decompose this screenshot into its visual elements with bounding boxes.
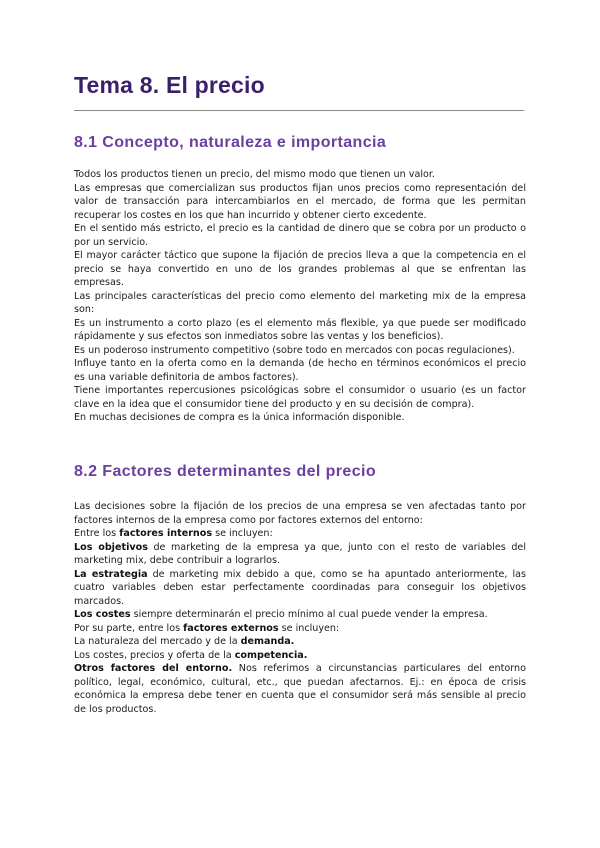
list-item xyxy=(74,649,526,663)
text: Entre los xyxy=(74,528,120,539)
bold-term: factores internos xyxy=(119,528,213,539)
text: de marketing de la empresa ya que, junto con el resto de variables del marketing mix, debe contribuir a lograrlos. xyxy=(74,541,526,566)
bold-term: demanda. xyxy=(240,636,295,647)
paragraph xyxy=(74,527,526,541)
bold-term: Los costes xyxy=(74,609,131,620)
paragraph xyxy=(74,622,526,636)
list-item: Es un instrumento a corto plazo (es el elemento más flexible, ya que puede ser modificado rápidamente y sus efectos son inmediatos sobre las ventas y los beneficios). xyxy=(74,317,526,342)
bold-term: competencia. xyxy=(234,649,308,661)
list-item: Influye tanto en la oferta como en la demanda (de hecho en términos económicos el precio es una variable definitoria de ambos factores). xyxy=(74,358,526,383)
bold-term: Otros factores del entorno. xyxy=(74,663,233,674)
text: siempre determinarán el precio mínimo al cual puede vender la empresa. xyxy=(130,609,488,620)
bold-term: La estrategia xyxy=(74,568,148,580)
list-item xyxy=(74,635,526,649)
list-item: En muchas decisiones de compra es la única información disponible. xyxy=(74,412,405,423)
text: Nos referimos a circunstancias particulares del entorno político, legal, económico, cultural, etc., que puedan afectarnos. Ej.: en época de crisis económica la empresa debe tener en cuenta que el consumidor será más sensible al precio de los productos. xyxy=(74,663,526,715)
section-heading-concepto: 8.1 Concepto, naturaleza e importancia xyxy=(74,134,387,151)
text: Por su parte, entre los xyxy=(74,622,184,634)
paragraph: Todos los productos tienen un precio, del mismo modo que tienen un valor. xyxy=(74,169,435,180)
text: Los costes, precios y oferta de la xyxy=(74,649,235,661)
list-item xyxy=(74,662,526,716)
section-body-concepto xyxy=(74,168,526,425)
text: de marketing mix debido a que, como se ha apuntado anteriormente, las cuatro variables deben estar perfectamente coordinadas para conseguir los objetivos marcados. xyxy=(74,568,526,607)
list-item xyxy=(74,541,526,568)
list-item: Tiene importantes repercusiones psicológicas sobre el consumidor o usuario (es un factor clave en la idea que el consumidor tiene del producto y en su decisión de compra). xyxy=(74,385,526,410)
section-body-factores xyxy=(74,500,526,716)
title-divider xyxy=(74,110,524,111)
bold-term: Los objetivos xyxy=(74,541,148,553)
text: La naturaleza del mercado y de la xyxy=(74,636,241,647)
paragraph: Las decisiones sobre la fijación de los precios de una empresa se ven afectadas tanto por factores internos de la empresa como por factores externos del entorno: xyxy=(74,501,526,526)
text: se incluyen: xyxy=(212,528,273,539)
paragraph: El mayor carácter táctico que supone la fijación de precios lleva a que la competencia en el precio se haya convertido en uno de los grandes problemas al que se enfrentan las empresas. xyxy=(74,250,526,288)
bold-term: factores externos xyxy=(183,622,279,634)
section-heading-factores: 8.2 Factores determinantes del precio xyxy=(74,463,377,480)
paragraph: Las empresas que comercializan sus productos fijan unos precios como representación del valor de transacción para intercambiarlos en el mercado, de forma que les permitan recuperar los costes en los que han incurrido y obtener cierto excedente. xyxy=(74,182,526,221)
paragraph: En el sentido más estricto, el precio es la cantidad de dinero que se cobra por un producto o por un servicio. xyxy=(74,223,526,248)
page-title: Tema 8. El precio xyxy=(74,72,265,98)
text: se incluyen: xyxy=(278,622,340,634)
list-item xyxy=(74,608,526,622)
paragraph: Las principales características del precio como elemento del marketing mix de la empresa son: xyxy=(74,290,526,315)
list-item xyxy=(74,568,526,609)
list-item: Es un poderoso instrumento competitivo (sobre todo en mercados con pocas regulaciones). xyxy=(74,344,515,356)
